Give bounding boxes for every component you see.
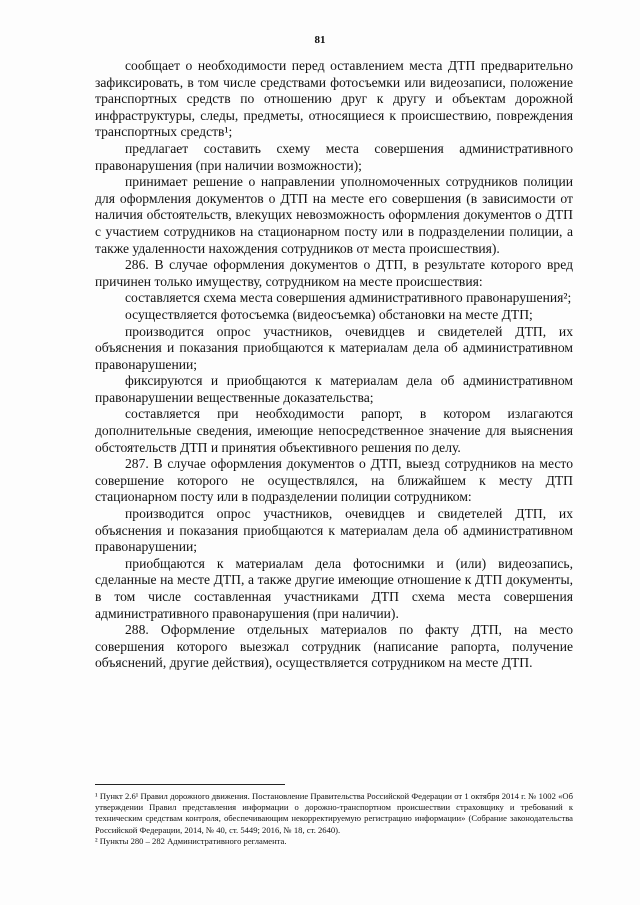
footnote: ² Пункты 280 – 282 Административного регламента.	[95, 835, 287, 846]
paragraph: фиксируются и приобщаются к материалам дела об административном правонарушении вещественные доказательства;	[95, 373, 573, 405]
paragraph: осуществляется фотосъемка (видеосъемка) обстановки на месте ДТП;	[125, 306, 533, 322]
footnote: ¹ Пункт 2.6¹ Правил дорожного движения. Постановление Правительства Российской Федерации от 1 октября 2014 г. № 1002 «Об утверждении Правил представления информации о дорожно-транспортном происшествии страховщику и требований к техническим средствам контроля, обеспечивающим некорректируемую регистрацию информации» (Собрание законодательства Российской Федерации, 2014, № 40, ст. 5449; 2016, № 18, ст. 2640).	[95, 791, 573, 835]
paragraph: 288. Оформление отдельных материалов по факту ДТП, на место совершения которого выезжал сотрудник (написание рапорта, получение объяснений, другие действия), осуществляется сотрудником на месте ДТП.	[95, 622, 573, 671]
paragraph: предлагает составить схему места совершения административного правонарушения (при наличии возможности);	[95, 140, 573, 173]
paragraph: 287. В случае оформления документов о ДТП, выезд сотрудников на место совершение которого не осуществлялся, на ближайшем к месту ДТП стационарном посту или в подразделении полиции сотрудником:	[95, 456, 573, 505]
paragraph: составляется при необходимости рапорт, в котором излагаются дополнительные сведения, имеющие непосредственное значение для выяснения обстоятельств ДТП и принятия объективного решения по делу.	[95, 406, 573, 455]
footnote-divider	[95, 784, 285, 785]
paragraph: производится опрос участников, очевидцев и свидетелей ДТП, их объяснения и показания приобщаются к материалам дела об административном правонарушении;	[95, 506, 573, 555]
footnotes	[95, 784, 573, 847]
paragraph: 286. В случае оформления документов о ДТП, в результате которого вред причинен только имуществу, сотрудником на месте происшествия:	[95, 257, 573, 289]
paragraph: приобщаются к материалам дела фотоснимки и (или) видеозапись, сделанные на месте ДТП, а также другие имеющие отношение к ДТП документы, в том числе составленная участниками ДТП схема места совершения административного правонарушения (при наличии).	[95, 555, 573, 621]
page-number: 81	[314, 34, 326, 46]
paragraph: сообщает о необходимости перед оставлением места ДТП предварительно зафиксировать, в том числе средствами фотосъемки или видеозаписи, положение транспортных средств по отношению друг к другу и объектам дорожной инфраструктуры, следы, предметы, относящиеся к происшествию, повреждения транспортных средств¹;	[95, 58, 573, 140]
paragraph: принимает решение о направлении уполномоченных сотрудников полиции для оформления документов о ДТП на месте его совершения (в зависимости от наличия обстоятельств, влекущих невозможность оформления документов о ДТП с участием сотрудников на стационарном посту или в подразделении полиции, а также удаленности нахождения сотрудников от места происшествия).	[95, 174, 573, 256]
paragraph: производится опрос участников, очевидцев и свидетелей ДТП, их объяснения и показания приобщаются к материалам дела об административном правонарушении;	[95, 323, 573, 372]
paragraph: составляется схема места совершения административного правонарушения²;	[125, 290, 572, 306]
document-body	[95, 58, 573, 672]
